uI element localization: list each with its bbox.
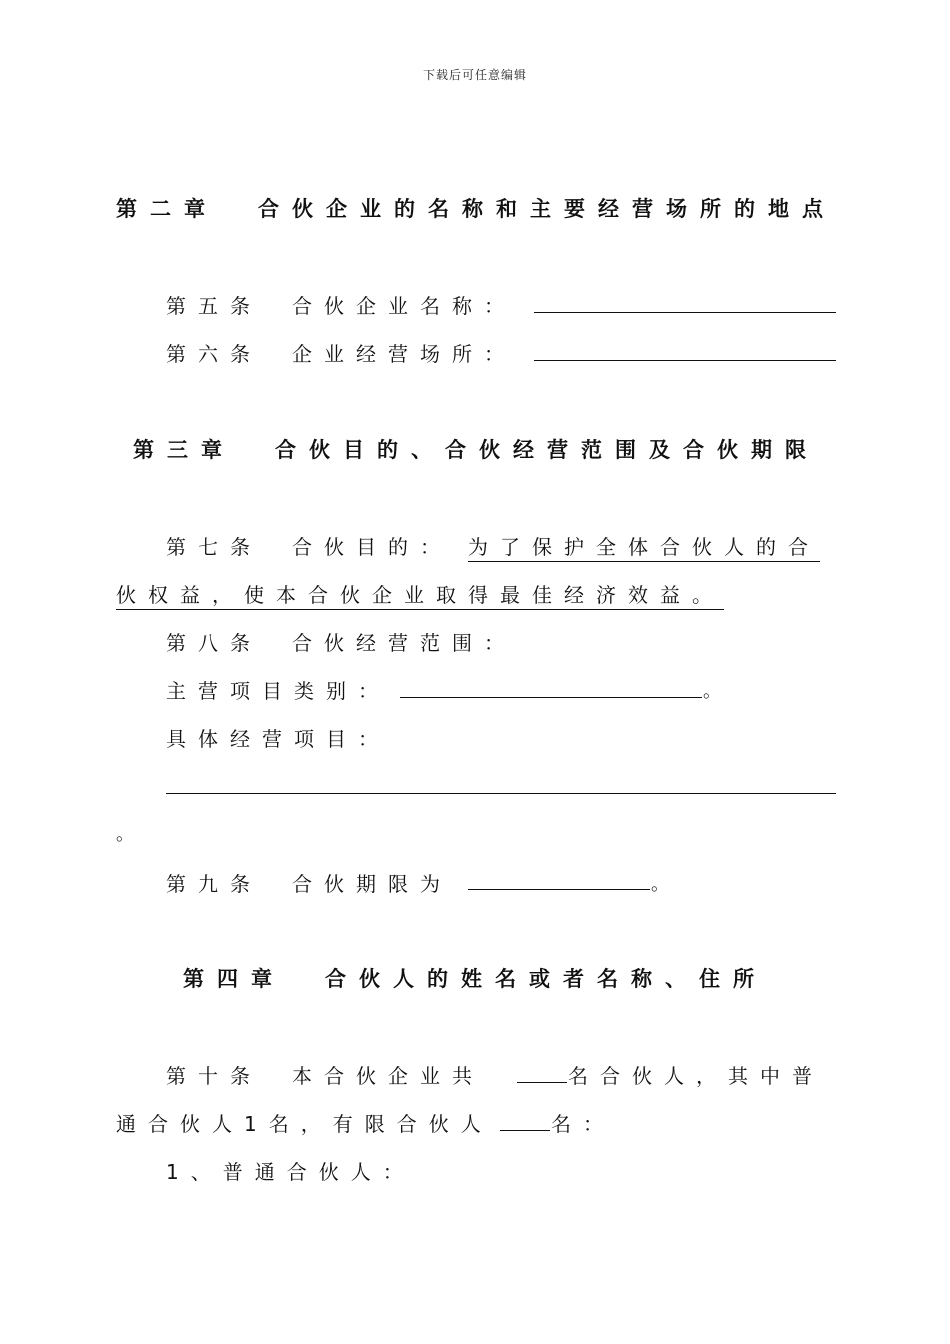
article-number: 第六条 xyxy=(166,342,262,366)
article-label: 合伙期限为 xyxy=(292,872,452,896)
limited-partner-count-blank[interactable] xyxy=(500,1130,550,1131)
article-number: 第九条 xyxy=(166,872,262,896)
partner-count-blank[interactable] xyxy=(517,1082,567,1083)
article-label: 企业经营场所： xyxy=(292,342,516,366)
chapter-title: 合伙目的、合伙经营范围及合伙期限 xyxy=(275,438,819,462)
article-number: 第五条 xyxy=(166,294,262,318)
chapter-4-heading xyxy=(183,963,767,993)
article-6-blank[interactable] xyxy=(534,360,836,361)
specific-items-blank[interactable] xyxy=(166,793,836,794)
specific-items-label: 具体经营项目： xyxy=(166,727,390,751)
article-7-text-line2: 伙权益，使本合伙企业取得最佳经济效益。 xyxy=(116,579,724,608)
article-7-text-line1: 为了保护全体合伙人的合 xyxy=(468,531,820,560)
article-label: 合伙企业名称： xyxy=(292,294,516,318)
main-category-end: 。 xyxy=(703,681,721,702)
article-5 xyxy=(166,290,516,319)
term-blank[interactable] xyxy=(468,889,650,890)
chapter-title: 合伙人的姓名或者名称、住所 xyxy=(325,967,767,991)
main-category-blank[interactable] xyxy=(400,697,702,698)
header-note: 下载后可任意编辑 xyxy=(422,68,527,82)
chapter-number: 第四章 xyxy=(183,967,285,991)
article-number: 第十条 xyxy=(166,1064,262,1088)
article-6 xyxy=(166,338,516,367)
term-end: 。 xyxy=(651,874,669,895)
specific-items-end: 。 xyxy=(116,824,134,845)
article-label: 合伙经营范围： xyxy=(292,631,516,655)
article-10: 第十条 本合伙企业共 xyxy=(166,1064,484,1088)
article-8 xyxy=(166,627,516,656)
chapter-3-heading xyxy=(133,434,819,464)
chapter-2-heading xyxy=(116,193,836,223)
article-number: 第八条 xyxy=(166,631,262,655)
article-5-blank[interactable] xyxy=(534,312,836,313)
chapter-title: 合伙企业的名称和主要经营场所的地点 xyxy=(258,197,836,221)
chapter-number: 第二章 xyxy=(116,197,218,221)
article-10-text2: 名合伙人，其中普 xyxy=(568,1064,824,1088)
general-partner-label: 1、普通合伙人： xyxy=(166,1160,415,1184)
chapter-number: 第三章 xyxy=(133,438,235,462)
article-number: 第七条 xyxy=(166,535,262,559)
article-9 xyxy=(166,868,452,897)
main-category-label: 主营项目类别： xyxy=(166,679,390,703)
article-7 xyxy=(166,531,452,560)
article-10-text3: 通合伙人1名，有限合伙人 xyxy=(116,1112,493,1136)
article-label: 合伙目的： xyxy=(292,535,452,559)
article-10-text4: 名： xyxy=(551,1112,615,1136)
